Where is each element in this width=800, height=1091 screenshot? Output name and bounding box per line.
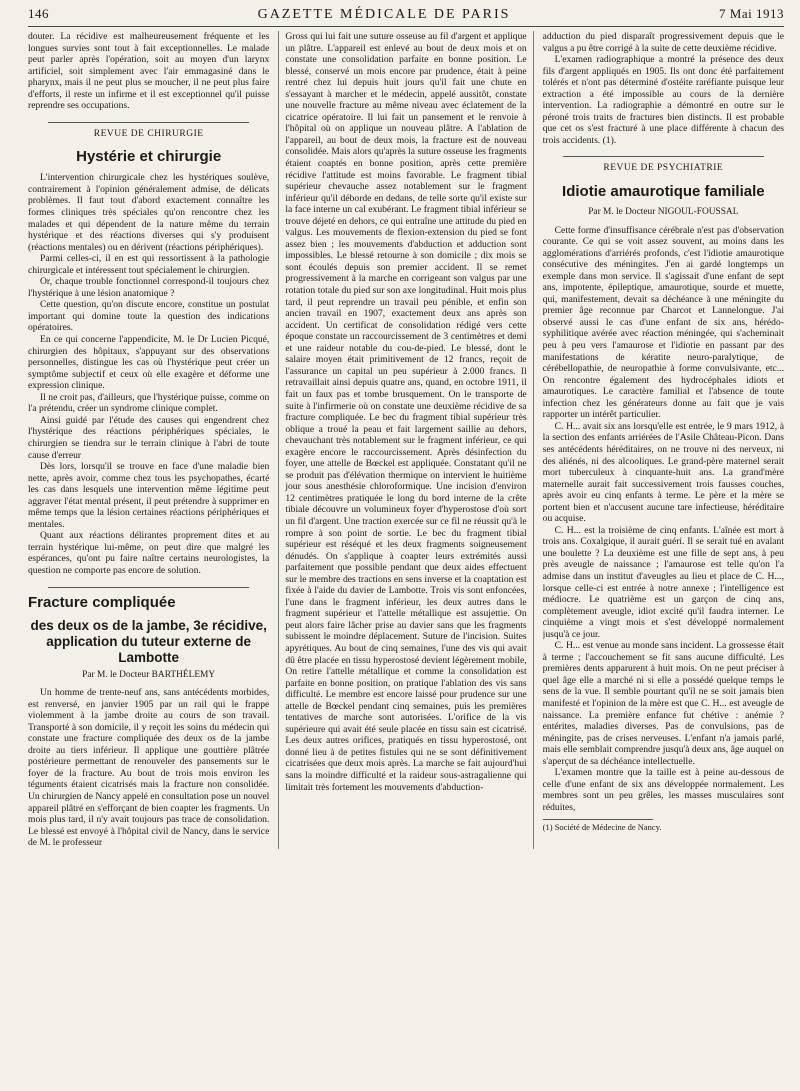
paragraph: Quant aux réactions délirantes proprement dites et au terrain hystérique lui-même, on peut dire que malgré les espérances, qu'ont pu faire naître certains neurologistes, la question ne comporte pas encore de solution. [28,530,270,576]
divider [48,122,249,123]
column-1 [28,31,269,849]
paragraph: L'examen radiographique a montré la présence des deux fils d'argent appliqués en 1905. Ils ont donc été parfaitement tolérés et n'ont pas déterminé d'ostéite raréfiante puisque leur extraction a été impossible au cours de la dernière intervention. La radiographie a démontré en outre sur le péroné trois traits de fractures bien distincts. Il est probable que cet os s'est fracturé à une place différente à chacun des trois accidents. (1). [542,54,784,146]
paragraph: Parmi celles-ci, il en est qui ressortissent à la pathologie chirurgicale et intéressent tout spécialement le chirurgien. [28,253,270,276]
paragraph: En ce qui concerne l'appendicite, M. le Dr Lucien Picqué, chirurgien des hôpitaux, s'appuyant sur des observations personnelles, distingue les cas où l'hystérique peut créer un symptôme subjectif et ceux où elle exagère et déforme une expression clinique. [28,334,270,392]
page-number: 146 [28,6,49,21]
article-author: Par M. le Docteur BARTHÉLEMY [82,669,216,680]
paragraph: L'intervention chirurgicale chez les hystériques soulève, contrairement à l'opinion généralement admise, de délicats problèmes. Il faut tout d'abord exactement connaître les formes cliniques très spéciales qu'on rencontre chez les malades et qui dépendent de la nature même du terrain hystérique et des réactions diverses qui s'y produisent (réactions mentales) ou en dérivent (réactions périphériques). [28,172,270,253]
article-title-line: des deux os de la jambe, 3e récidive, [30,617,267,633]
section-rubric: REVUE DE PSYCHIATRIE [603,163,724,174]
divider [48,587,249,588]
journal-title: GAZETTE MÉDICALE DE PARIS [257,7,511,22]
paragraph: L'examen montre que la taille est à peine au-dessous de celle d'une enfant de six ans développée normalement. Les membres sont un peu grêles, les masses musculaires sont réduites, [542,767,784,813]
article-title-line: Fracture compliquée [28,593,176,611]
paragraph: Cette question, qu'on discute encore, constitue un postulat important qui domine toute la question des indications opératoires. [28,299,270,334]
paragraph: C. H... avait six ans lorsqu'elle est entrée, le 9 mars 1912, à la section des enfants arriérées de l'Asile Château-Picon. Dans ses antécédents héréditaires, on ne trouve ni des nerveux, ni des aliénés, ni des alcooliques. Le grand-père maternel serait mort tuberculeux à cinquante-huit ans. La grand'mère maternelle aurait fait successivement trois fausses couches, après avoir eu cinq enfants à terme. Le père et la mère se portent bien et n'accusent aucune tare infectieuse, héréditaire ou acquise. [542,420,784,525]
column-3 [543,31,784,849]
article-title: Idiotie amaurotique familiale [562,183,765,201]
paragraph: Cette forme d'insuffisance cérébrale n'est pas d'observation courante. Ce qui se voit assez souvent, au moins dans les agglomérations d'arriérés profonds, c'est l'idiotie amaurotique consécutive des méningites. J'en ai gardé longtemps un exemple dans mon service. Il s'agissait d'une enfant de sept ans, impotente, épileptique, amaurotique, sourde et muette, qui, manifestement, devait sa déchéance à une méningite du premier âge reconnue par Charcot et Lannelongue. J'ai observé aussi le cas d'une enfant de six ans, hérédo-syphilitique avérée avec réaction méningée, qui s'acheminait peu à peu vers l'amaurose et l'idiotie en passant par des manifestations de kératite neuro-paralytique, de cérébellopathie, de neuropathie à forme convulsivante, etc... On rencontre également des hydrocéphales idiots et amaurotiques. Le caractère familial et l'absence de toute infection chez les générateurs donne au fait que je vais rapporter un intérêt particulier. [542,224,784,421]
column-2 [278,31,533,849]
paragraph: C. H... est la troisième de cinq enfants. L'aînée est mort à trois ans. Coxalgique, il aurait guéri. Il se serait tué en avalant une boulette ? La deuxième est une fille de sept ans, à peu près aveugle de naissance ; l'amaurose est telle qu'on l'a admise dans un institut d'aveugles au lieu et place de C. H..., lorsque celle-ci est entrée à notre annexe ; l'intelligence est médiocre. Le quatrième est un garçon de cinq ans, complètement aveugle, idiot excité qu'il faudra interner. Le cinquième a vingt mois et s'est développé normalement jusqu'à ce jour. [542,524,784,640]
paragraph: Gross qui lui fait une suture osseuse au fil d'argent et applique un plâtre. L'appareil est enlevé au bout de deux mois et on constate une consolidation parfaite en bonne position. Le blessé, conservé un mois encore par prudence, était à peine rentré chez lui depuis huit jours qu'il fait une chute en s'essayant à marcher et le médecin, appelé aussitôt, constate une nouvelle fracture au même niveau avec éclatement de la cicatrice opératoire. Il lui fait un pansement et le renvoie à l'hôpital où on applique un nouveau plâtre. A l'ablation de l'appareil, au bout de deux mois, la fracture est de nouveau consolidée. Mais alors qu'après la suture osseuse les fragments étaient coaptés en bonne position, après cette première récidive l'attitude est moins favorable. Le fragment tibial supérieur chevauche assez notablement sur le fragment inférieur qu'il déborde en dedans, de telle sorte qu'il existe sur la face interne un cal exubérant. Le fragment tibial inférieur se trouve déjeté en dehors, ce qui entraîne une attitude du pied en valgus. Les mouvements de flexion-extension du pied se font assez bien ; les mouvements d'abduction et adduction sont impossibles. Le blessé retourne à son domicile ; dix mois se sont écoulés depuis son premier accident. Il se remet progressivement à la marche en corrigeant son valgus par une rotation totale du pied sur son axe longitudinal. Huit mois plus tard, il peut reprendre un travail peu pénible, et enfin son ancien travail en 1907, exactement deux ans après son accident. Un certificat de consolidation rédigé vers cette époque constate un raccourcissement de 3 centimètres et demi et une raideur notable du cou-de-pied. Le blessé, dont le salaire moyen était primitivement de 12 francs, reçoit de l'assurance un capital un peu supérieur à 2.000 francs. Il retravaillait ainsi depuis quatre ans, quand, en octobre 1911, il fait un faux pas et tombe brusquement. On le transporte de suite à l'infirmerie où on constate une deuxième récidive de sa fracture compliquée. Le bec du fragment tibial supérieur très oblique a troué la peau et fait largement saillie au dehors, chevauchant très notablement sur le fragment inférieur, ce qui exagère encore le raccourcissement. Après désinfection du foyer, une attelle de Bœckel est appliquée. Constatant qu'il ne se produit pas d'élévation thermique on intervient le huitième jour sous anesthésie chloroformique. Une incision d'environ 12 centimètres pratiquée le long du bord interne de la crête tibiale découvre un volumineux foyer d'hyperostose d'où sort un fil d'argent. Une traction exercée sur ce fil ne réussit qu'à le rompre à son point de sortie. Le bec du fragment tibial supérieur est réséqué et les deux fragments soigneusement dénudés. On s'applique à coapter leurs extrémités aussi parfaitement que possible pendant que deux aides effectuent sur le membre des tractions en sens inverse et la coaptation est fixée à l'aide du davier de Lambotte. Trois vis sont enfoncées, l'une dans le fragment inférieur, les deux autres dans le fragment supérieur et l'attelle métallique est assujettie. On peut alors faire lâcher prise au davier sans que les fragments subissent le moindre déplacement. Suture de l'incision. Suites apyrétiques. Au bout de cinq semaines, l'une des vis qui avait dû être placée en tissu hyperostosé devient légèrement mobile, On retire l'attelle métallique et comme la consolidation est parfaite en bonne position, on pratique l'ablation des vis sans difficulté. Le membre est encore laissé pour prudence sur une attelle de Bœckel pendant cinq semaines, puis les premières tentatives de marche sont autorisées. L'orifice de la vis supérieure qui avait été seule placée en tissu sain est cicatrisé. Les deux autres orifices, pratiqués en tissu hyperostosé, ont donné lieu à de petites fistules qui ne se sont définitivement cicatrisées que deux mois après. La marche se fait aujourd'hui sans la moindre difficulté et la raideur sous-astragalienne qui limitait très fortement les mouvements d'abduction- [285,31,527,793]
footnote: (1) Société de Médecine de Nancy. [542,822,662,833]
paragraph: Dès lors, lorsqu'il se trouve en face d'une maladie bien nette, après avoir, comme chez tous les psychopathes, écarté les cas dans lesquels une intervention même légitime peut aggraver l'état mental présent, il peut prétendre à supprimer en même temps que la lésion certaines réactions périphériques et mentales. [28,461,270,530]
paragraph: Ainsi guidé par l'étude des causes qui engendrent chez l'hystérique des réactions périphériques spéciales, le chirurgien se tiendra sur le terrain clinique à l'abri de toute cause d'erreur [28,414,270,461]
paragraph: Il ne croit pas, d'ailleurs, que l'hystérique puisse, comme on l'a prétendu, créer un syndrome clinique complet. [28,391,270,415]
divider [563,156,764,157]
paragraph: adduction du pied disparaît progressivement depuis que le valgus a pu être corrigé à la suite de cette deuxième récidive. [542,31,784,54]
paragraph: douter. La récidive est malheureusement fréquente et les longues survies sont tout à fait exceptionnelles. Le malade peut parler après l'opération, soit au moyen d'un larynx artificiel, soit simplement avec l'air emmagasiné dans le pharynx, mais il ne peut plus se moucher, il ne peut plus faire d'efforts, il reste un infirme et il est exceptionnel qu'il puisse reprendre ses occupations. [28,31,270,112]
issue-date: 7 Mai 1913 [719,6,784,21]
paragraph: Or, chaque trouble fonctionnel correspond-il toujours chez l'hystérique à une lésion anatomique ? [28,276,270,299]
article-title-line: application du tuteur externe de Lambotte [46,633,252,665]
section-rubric: REVUE DE CHIRURGIE [93,128,204,139]
paragraph: C. H... est venue au monde sans incident. La grossesse était à terme ; l'accouchement se fit sans aucune difficulté. Les premières dents apparurent à huit mois. On ne peut préciser à quel âge elle a marché ni si elle a possédé quelque temps le sens de la vue. Il semble pourtant qu'il ne se soit jamais bien manifesté et l'opinion de la mère est que C. H... est aveugle de naissance. La première enfance fut chétive : anémie ? entérites, maladies diverses. Pas de convulsions, pas de méningite, pas de crises nerveuses. L'enfant n'a jamais parlé, mais elle semblait comprendre jusqu'à deux ans, âge auquel on s'aperçut de sa déchéance intellectuelle. [542,640,784,767]
article-title: Hystérie et chirurgie [76,148,222,166]
footnote-rule [543,819,653,820]
paragraph: Un homme de trente-neuf ans, sans antécédents morbides, est renversé, en janvier 1905 par un rail qui le frappe violemment à la jambe droite au cours de son travail. Transporté à son domicile, il y reçoit les soins du médecin qui constate une fracture compliquée des deux os de la jambe droite au tiers inférieur. Il applique une gouttière plâtrée postérieure permettant de renouveler des pansements sur le foyer de la fracture. Au bout de trois mois environ les téguments étaient cicatrisés mais la fracture non consolidée. Un chirurgien de Nancy appelé en consultation pose un nouvel appareil plâtré en s'efforçant de bien coapter les fragments. Un mois plus tard, il n'y avait toujours pas trace de consolidation. Le blessé est envoyé à l'hôpital civil de Nancy, dans le service de M. le professeur [28,687,270,849]
columns [28,31,784,849]
page-header [28,6,784,27]
article-author: Par M. le Docteur NIGOUL-FOUSSAL [588,207,739,218]
